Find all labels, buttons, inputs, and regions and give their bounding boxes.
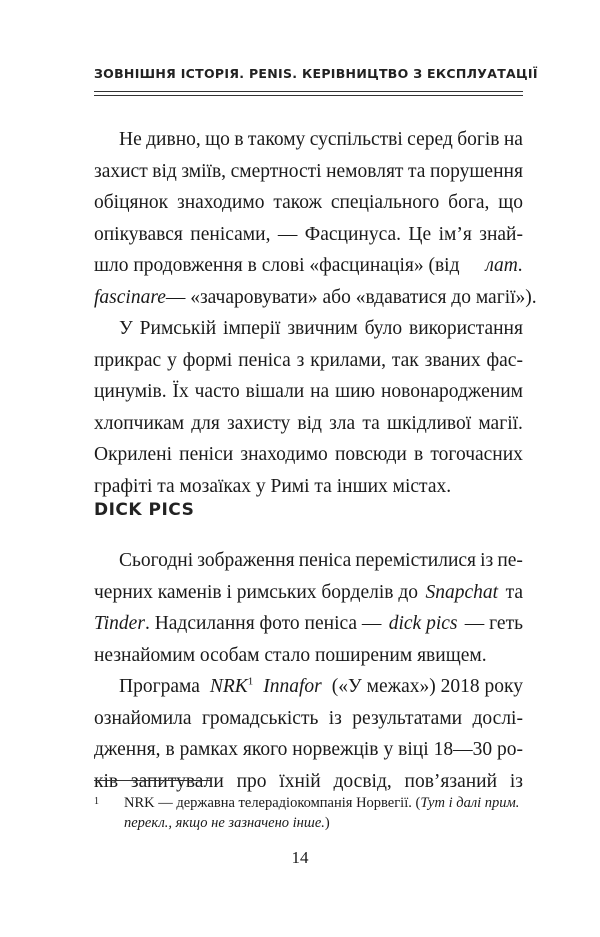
italic-text: fascinare [94, 286, 166, 308]
word: шкідливої [386, 412, 472, 434]
word: із [509, 770, 523, 792]
word: дивно, [146, 129, 201, 150]
word: знай- [479, 223, 523, 245]
line-text [119, 313, 523, 345]
word: про [236, 770, 267, 792]
word: Римській [139, 318, 217, 339]
word: дослі- [472, 707, 523, 729]
word: пов’язаний [404, 770, 498, 792]
italic-text: Tinder [94, 613, 145, 634]
word: якого [242, 739, 288, 760]
text-line [94, 187, 523, 219]
line-text [94, 408, 523, 440]
line-text: («У межах») 2018 року [331, 676, 523, 697]
italic-text: Snapchat [425, 581, 499, 603]
text-line [94, 282, 537, 314]
word: пе- [497, 550, 523, 571]
word: із [480, 550, 494, 571]
word: зла [329, 412, 356, 434]
word: магії. [478, 412, 523, 434]
word: опікувався [94, 223, 183, 245]
footnote-rule [94, 780, 212, 781]
text-line [94, 219, 523, 251]
italic-text: dick pics [388, 613, 458, 634]
word: що [498, 192, 523, 213]
footnote-ref: 1 [247, 675, 254, 688]
word: обіцянок [94, 192, 169, 213]
page-number: 14 [291, 848, 309, 867]
text-line [94, 671, 523, 703]
word: Не [119, 129, 142, 150]
word: використання [408, 318, 523, 339]
word: формі [182, 349, 233, 371]
word: було [364, 318, 403, 339]
word: знаходимо [177, 192, 265, 213]
running-header: ЗОВНІШНЯ ІСТОРІЯ. PENIS. КЕРІВНИЦТВО З ЕКСПЛУАТАЦІЇ [94, 66, 538, 81]
word: також [273, 192, 322, 213]
word: прикрас [94, 349, 162, 371]
word: в [165, 739, 175, 760]
footnote-text-a: NRK — державна телерадіокомпанія Норвегії. ( [124, 795, 421, 811]
line-text: шло продовження в слові «фасцинація» (від [94, 255, 460, 276]
word: ро- [497, 739, 523, 760]
section-2 [94, 545, 523, 797]
text-line [94, 250, 523, 282]
header-rule-top [94, 91, 523, 92]
word: фас- [486, 349, 523, 371]
section-1 [94, 124, 537, 502]
word: та [362, 412, 380, 434]
text-line [94, 345, 523, 377]
text-line [94, 734, 523, 766]
word: спеціального [330, 192, 440, 213]
word: перемістилися [355, 550, 476, 571]
line-text [94, 439, 523, 471]
word: — [277, 223, 298, 245]
word: та [408, 160, 426, 182]
italic-text: лат. [485, 255, 523, 276]
word: новонародженим [380, 381, 523, 402]
word: захист [94, 160, 148, 182]
word: зображення [197, 550, 295, 571]
word: богів [457, 129, 500, 150]
word: У [119, 318, 133, 339]
line-text [119, 124, 523, 156]
word: Окрилені [94, 444, 172, 465]
word: від [297, 412, 322, 434]
word: громадськість [201, 707, 319, 729]
line-text [119, 545, 523, 577]
word: рамках [179, 739, 238, 760]
line-text: та [505, 581, 523, 603]
italic-text: NRK [209, 676, 248, 697]
line-text [94, 187, 523, 219]
footnote-text [94, 793, 523, 833]
line-text [94, 376, 523, 408]
text-line [94, 439, 523, 471]
line-text: — «зачаровувати» або «вдаватися до магії»). [165, 286, 537, 308]
text-line [94, 577, 523, 609]
word: в [414, 444, 424, 465]
text-line [94, 376, 523, 408]
word: порушення [429, 160, 523, 182]
word: на [503, 129, 523, 150]
word: крилами, [310, 349, 386, 371]
text-line [94, 313, 523, 345]
footnote-mark: 1 [94, 796, 99, 807]
word: їхній [279, 770, 321, 792]
word: дження, [94, 739, 161, 760]
italic-text: Innafor [263, 676, 322, 697]
word: віці [398, 739, 429, 760]
word: смертності [230, 160, 322, 182]
line-text [94, 703, 523, 735]
word: що [205, 129, 230, 150]
word: званих [424, 349, 481, 371]
word: повсюди [334, 444, 407, 465]
word: у [167, 349, 177, 371]
word: ім’я [438, 223, 472, 245]
line-text: Програма [119, 676, 200, 697]
line-text [94, 219, 523, 251]
text-line [94, 608, 523, 640]
word: хлопчикам [94, 412, 185, 434]
word: тогочасних [430, 444, 523, 465]
line-text: незнайомим особам стало поширеним явищем. [94, 644, 487, 666]
text-line [94, 156, 523, 188]
word: бога, [448, 192, 490, 213]
word: на [310, 381, 330, 402]
section-heading: DICK PICS [94, 500, 195, 520]
line-text [94, 734, 523, 766]
word: немовлят [326, 160, 404, 182]
word: із [328, 707, 342, 729]
word: Це [408, 223, 432, 245]
word: в [234, 129, 244, 150]
word: результатами [352, 707, 463, 729]
word: Сьогодні [119, 550, 194, 571]
word: пеніса [238, 349, 291, 371]
footnote-text-d: ) [324, 815, 330, 831]
footnote-italic-b: Тут і далі прим. [420, 795, 520, 811]
line-text: черних каменів і римських борделів до [94, 581, 419, 603]
line-text: . Надсилання фото пеніса — [144, 613, 382, 634]
word: захисту [227, 412, 291, 434]
word: Їх [172, 381, 189, 402]
line-text: графіті та мозаїках у Римі та інших містах. [94, 475, 452, 497]
word: знаходимо [240, 444, 328, 465]
word: часто [194, 381, 240, 402]
word: запитували [130, 770, 224, 792]
text-line [94, 640, 523, 672]
word: пенісами, [190, 223, 271, 245]
line-text [94, 345, 523, 377]
word: пеніси [179, 444, 234, 465]
word: зміїв, [181, 160, 227, 182]
text-line [94, 471, 523, 503]
word: пеніса [298, 550, 352, 571]
word: ознайомила [94, 707, 192, 729]
word: так [391, 349, 419, 371]
word: досвід, [333, 770, 392, 792]
word: у [383, 739, 394, 760]
word: норвежців [292, 739, 379, 760]
word: звичним [287, 318, 358, 339]
word: 18—30 [433, 739, 493, 760]
footnote-italic-c: перекл., якщо не зазначено інше. [124, 815, 325, 831]
line-text: — геть [464, 613, 523, 634]
header-rule-bottom [94, 95, 523, 96]
word: серед [407, 129, 453, 150]
word: імперії [223, 318, 281, 339]
word: такому [247, 129, 306, 150]
word: суспільстві [309, 129, 403, 150]
word: шию [335, 381, 376, 402]
footnote [94, 793, 523, 833]
text-line [94, 408, 523, 440]
word: вішали [245, 381, 305, 402]
text-line [94, 703, 523, 735]
word: цинумів. [94, 381, 167, 402]
word: ків [94, 770, 119, 792]
text-line [94, 124, 523, 156]
text-line [94, 545, 523, 577]
line-text [94, 156, 523, 188]
word: з [296, 349, 305, 371]
word: Фасцинуса. [304, 223, 401, 245]
word: від [152, 160, 177, 182]
word: для [191, 412, 220, 434]
